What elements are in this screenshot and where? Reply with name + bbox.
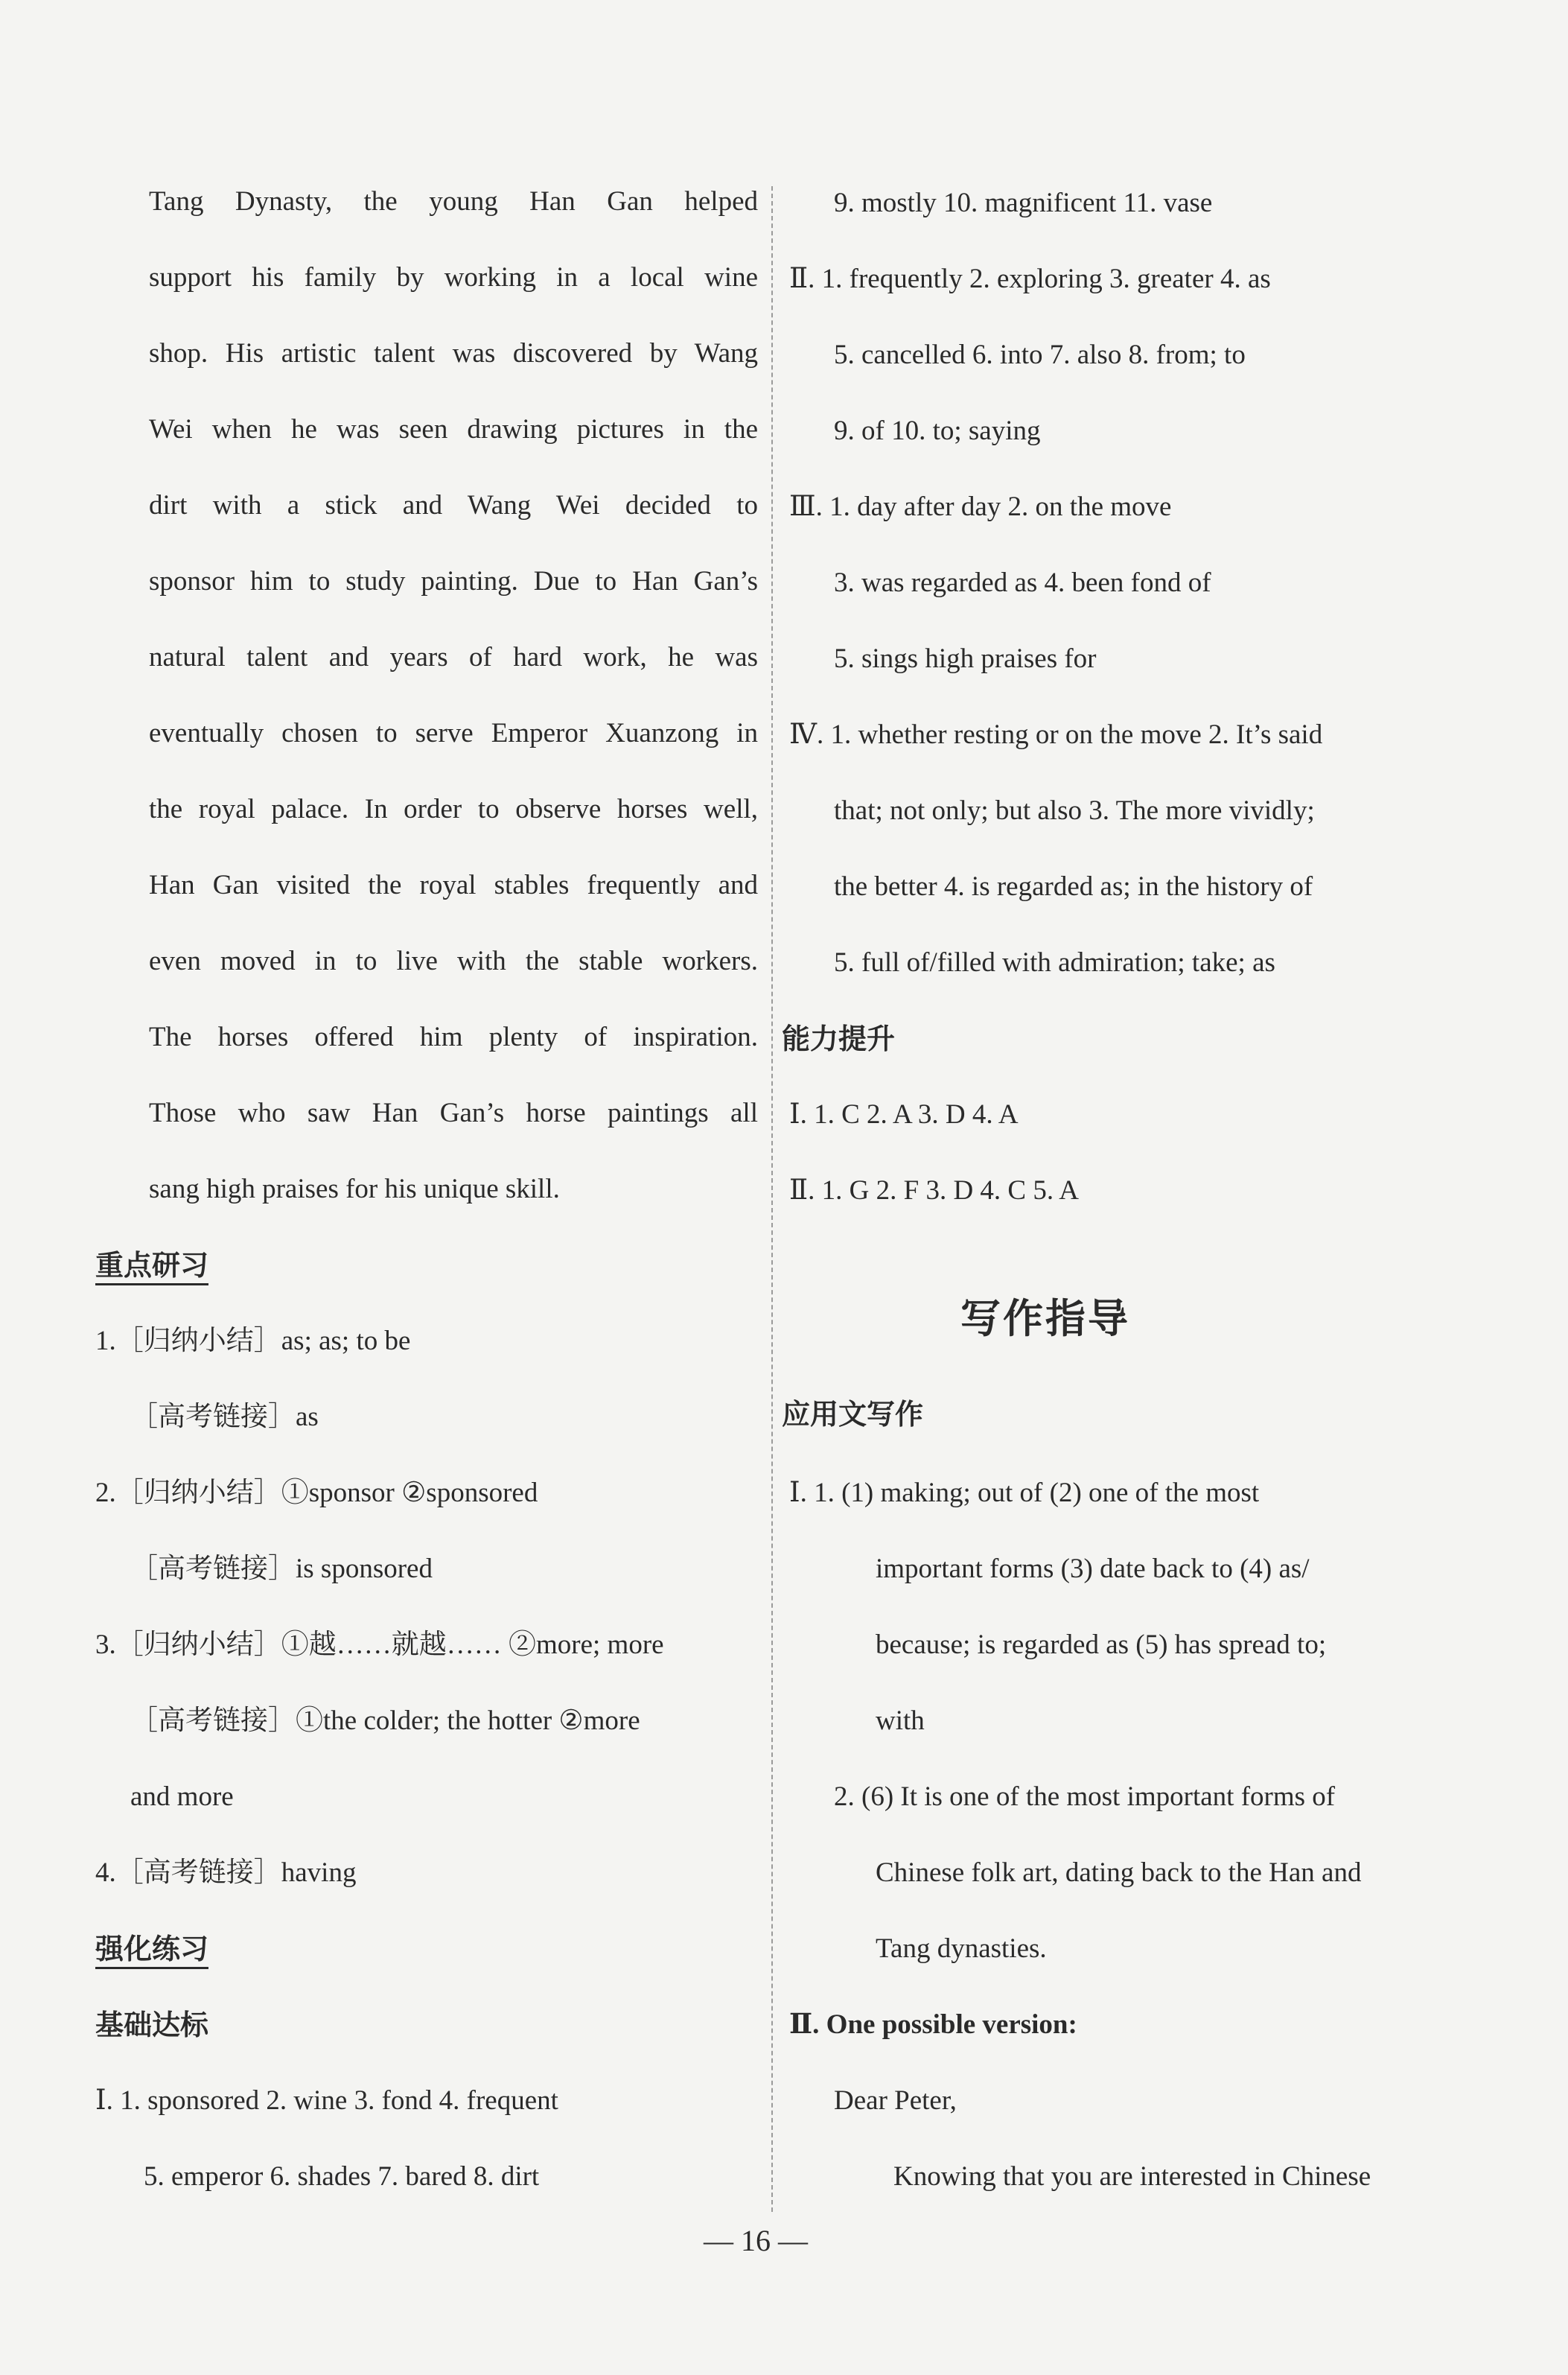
key-study-item: 1.［归纳小结］as; as; to be <box>95 1326 411 1356</box>
key-study-item: and more <box>130 1781 234 1812</box>
answer-line: 3. was regarded as 4. been fond of <box>834 567 1211 598</box>
column-divider <box>771 186 773 2212</box>
key-study-item: ［高考链接］①the colder; the hotter ②more <box>130 1705 640 1736</box>
key-study-item: 2.［归纳小结］①sponsor ②sponsored <box>95 1478 538 1508</box>
writing-line: with <box>876 1705 925 1736</box>
answer-line: 9. mostly 10. magnificent 11. vase <box>834 188 1213 218</box>
passage-line: the royal palace. In order to observe horses well, <box>149 794 758 824</box>
passage-line: sang high praises for his unique skill. <box>149 1174 560 1204</box>
writing-line: Knowing that you are interested in Chinese <box>893 2161 1371 2192</box>
passage-line: Tang Dynasty, the young Han Gan helped <box>149 186 758 217</box>
key-study-item: 4.［高考链接］having <box>95 1857 357 1888</box>
writing-line: Ⅱ. One possible version: <box>789 2009 1077 2040</box>
passage-line: eventually chosen to serve Emperor Xuanzong in <box>149 718 758 748</box>
key-study-item: ［高考链接］as <box>130 1402 319 1432</box>
passage-line: support his family by working in a local wine <box>149 262 758 293</box>
key-study-item: 3.［归纳小结］①越……就越…… ②more; more <box>95 1630 664 1660</box>
answer-line: 5. full of/filled with admiration; take; as <box>834 947 1275 978</box>
passage-line: shop. His artistic talent was discovered by Wang <box>149 338 758 369</box>
passage-line: Han Gan visited the royal stables frequently and <box>149 870 758 900</box>
passage-line: Those who saw Han Gan’s horse paintings all <box>149 1098 758 1128</box>
writing-line: Tang dynasties. <box>876 1933 1047 1964</box>
key-study-heading: 重点研习 <box>95 1247 208 1283</box>
passage-line: Wei when he was seen drawing pictures in the <box>149 414 758 445</box>
key-study-item: ［高考链接］is sponsored <box>130 1554 433 1584</box>
basic-answer: Ⅰ. 1. sponsored 2. wine 3. fond 4. frequent <box>95 2085 558 2116</box>
answer-line: the better 4. is regarded as; in the history of <box>834 871 1313 902</box>
answer-line: Ⅱ. 1. frequently 2. exploring 3. greater 4. as <box>789 264 1271 294</box>
practice-heading: 强化练习 <box>95 1931 208 1967</box>
writing-line: 2. (6) It is one of the most important forms of <box>834 1781 1336 1812</box>
writing-line: Chinese folk art, dating back to the Han and <box>876 1857 1362 1888</box>
passage-line: dirt with a stick and Wang Wei decided to <box>149 490 758 521</box>
page-number: — 16 — <box>704 2224 808 2257</box>
ability-answer: Ⅰ. 1. C 2. A 3. D 4. A <box>789 1099 1019 1130</box>
ability-heading: 能力提升 <box>782 1023 896 1055</box>
answer-line: Ⅲ. 1. day after day 2. on the move <box>789 492 1172 522</box>
applied-writing-heading: 应用文写作 <box>782 1398 924 1431</box>
section-title: 写作指导 <box>960 1295 1130 1342</box>
answer-line: 5. cancelled 6. into 7. also 8. from; to <box>834 340 1246 370</box>
answer-line: 5. sings high praises for <box>834 643 1097 674</box>
basic-heading: 基础达标 <box>95 2009 209 2041</box>
writing-line: Dear Peter, <box>834 2085 957 2116</box>
basic-answer: 5. emperor 6. shades 7. bared 8. dirt <box>144 2161 540 2192</box>
passage-line: sponsor him to study painting. Due to Han Gan’s <box>149 566 758 597</box>
writing-line: important forms (3) date back to (4) as/ <box>876 1554 1310 1584</box>
writing-line: Ⅰ. 1. (1) making; out of (2) one of the most <box>789 1478 1260 1508</box>
writing-line: because; is regarded as (5) has spread to; <box>876 1630 1327 1660</box>
passage-line: even moved in to live with the stable workers. <box>149 946 758 976</box>
ability-answer: Ⅱ. 1. G 2. F 3. D 4. C 5. A <box>789 1175 1080 1206</box>
answer-line: that; not only; but also 3. The more vividly; <box>834 795 1315 826</box>
answer-line: Ⅳ. 1. whether resting or on the move 2. It’s said <box>789 719 1323 750</box>
passage-line: The horses offered him plenty of inspiration. <box>149 1022 758 1052</box>
passage-line: natural talent and years of hard work, he was <box>149 642 758 673</box>
answer-line: 9. of 10. to; saying <box>834 416 1041 446</box>
